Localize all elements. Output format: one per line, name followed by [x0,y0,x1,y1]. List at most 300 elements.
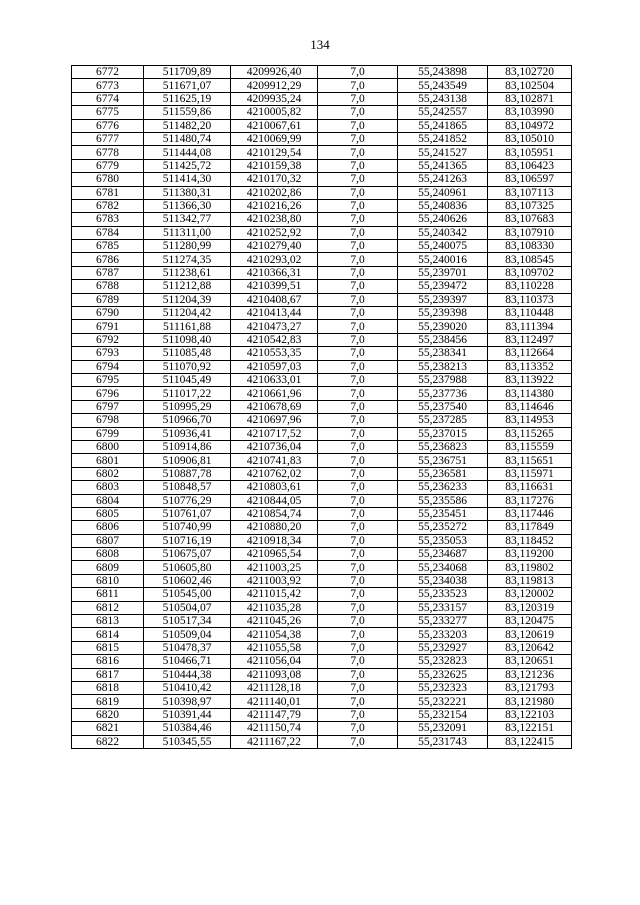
longitude-cell: 83,117446 [488,507,572,520]
table-row [72,280,572,293]
value-cell: 7,0 [318,92,398,105]
table-row [72,119,572,132]
longitude-cell: 83,115651 [488,454,572,467]
table-row [72,92,572,105]
value-cell: 7,0 [318,253,398,266]
latitude-cell: 55,239398 [398,307,488,320]
point-number-cell: 6822 [72,735,144,748]
latitude-cell: 55,239020 [398,320,488,333]
x-coordinate-cell: 510384,46 [144,722,231,735]
x-coordinate-cell: 510602,46 [144,574,231,587]
longitude-cell: 83,113922 [488,373,572,386]
latitude-cell: 55,232323 [398,681,488,694]
x-coordinate-cell: 510444,38 [144,668,231,681]
longitude-cell: 83,106423 [488,159,572,172]
point-number-cell: 6813 [72,615,144,628]
latitude-cell: 55,232823 [398,655,488,668]
table-row [72,387,572,400]
point-number-cell: 6799 [72,427,144,440]
x-coordinate-cell: 510478,37 [144,641,231,654]
latitude-cell: 55,232154 [398,708,488,721]
x-coordinate-cell: 511480,74 [144,132,231,145]
latitude-cell: 55,234038 [398,574,488,587]
y-coordinate-cell: 4210803,61 [231,481,318,494]
point-number-cell: 6808 [72,548,144,561]
latitude-cell: 55,239701 [398,266,488,279]
point-number-cell: 6803 [72,481,144,494]
y-coordinate-cell: 4211147,79 [231,708,318,721]
point-number-cell: 6785 [72,240,144,253]
table-row [72,400,572,413]
table-row [72,253,572,266]
table-row [72,735,572,748]
point-number-cell: 6789 [72,293,144,306]
x-coordinate-cell: 511161,88 [144,320,231,333]
table-row [72,722,572,735]
longitude-cell: 83,119802 [488,561,572,574]
x-coordinate-cell: 510410,42 [144,681,231,694]
longitude-cell: 83,119200 [488,548,572,561]
point-number-cell: 6791 [72,320,144,333]
longitude-cell: 83,107113 [488,186,572,199]
y-coordinate-cell: 4211055,58 [231,641,318,654]
x-coordinate-cell: 511559,86 [144,106,231,119]
x-coordinate-cell: 511425,72 [144,159,231,172]
x-coordinate-cell: 511366,30 [144,199,231,212]
table-row [72,615,572,628]
x-coordinate-cell: 510936,41 [144,427,231,440]
longitude-cell: 83,111394 [488,320,572,333]
y-coordinate-cell: 4210553,35 [231,347,318,360]
point-number-cell: 6802 [72,467,144,480]
y-coordinate-cell: 4210413,44 [231,307,318,320]
longitude-cell: 83,119813 [488,574,572,587]
table-row [72,628,572,641]
table-row [72,481,572,494]
value-cell: 7,0 [318,534,398,547]
longitude-cell: 83,115559 [488,440,572,453]
point-number-cell: 6798 [72,414,144,427]
x-coordinate-cell: 510776,29 [144,494,231,507]
longitude-cell: 83,104972 [488,119,572,132]
y-coordinate-cell: 4210741,83 [231,454,318,467]
point-number-cell: 6812 [72,601,144,614]
table-row [72,601,572,614]
point-number-cell: 6805 [72,507,144,520]
latitude-cell: 55,241365 [398,159,488,172]
table-row [72,159,572,172]
x-coordinate-cell: 511311,00 [144,226,231,239]
latitude-cell: 55,240342 [398,226,488,239]
latitude-cell: 55,243898 [398,66,488,79]
value-cell: 7,0 [318,320,398,333]
y-coordinate-cell: 4210661,96 [231,387,318,400]
point-number-cell: 6817 [72,668,144,681]
coordinates-table [71,65,572,749]
point-number-cell: 6787 [72,266,144,279]
latitude-cell: 55,232625 [398,668,488,681]
y-coordinate-cell: 4210697,96 [231,414,318,427]
x-coordinate-cell: 511017,22 [144,387,231,400]
latitude-cell: 55,243549 [398,79,488,92]
y-coordinate-cell: 4210736,04 [231,440,318,453]
longitude-cell: 83,106597 [488,173,572,186]
longitude-cell: 83,121793 [488,681,572,694]
latitude-cell: 55,235053 [398,534,488,547]
y-coordinate-cell: 4210880,20 [231,521,318,534]
latitude-cell: 55,240836 [398,199,488,212]
y-coordinate-cell: 4209912,29 [231,79,318,92]
table-row [72,293,572,306]
table-row [72,681,572,694]
value-cell: 7,0 [318,333,398,346]
y-coordinate-cell: 4211056,04 [231,655,318,668]
value-cell: 7,0 [318,588,398,601]
value-cell: 7,0 [318,695,398,708]
point-number-cell: 6810 [72,574,144,587]
table-row [72,668,572,681]
x-coordinate-cell: 511671,07 [144,79,231,92]
y-coordinate-cell: 4211045,26 [231,615,318,628]
latitude-cell: 55,240075 [398,240,488,253]
longitude-cell: 83,115971 [488,467,572,480]
point-number-cell: 6818 [72,681,144,694]
longitude-cell: 83,120002 [488,588,572,601]
longitude-cell: 83,120319 [488,601,572,614]
table-row [72,574,572,587]
value-cell: 7,0 [318,360,398,373]
y-coordinate-cell: 4210202,86 [231,186,318,199]
latitude-cell: 55,240626 [398,213,488,226]
x-coordinate-cell: 510848,57 [144,481,231,494]
y-coordinate-cell: 4211128,18 [231,681,318,694]
longitude-cell: 83,122103 [488,708,572,721]
latitude-cell: 55,243138 [398,92,488,105]
longitude-cell: 83,117849 [488,521,572,534]
point-number-cell: 6801 [72,454,144,467]
x-coordinate-cell: 511238,61 [144,266,231,279]
y-coordinate-cell: 4211003,92 [231,574,318,587]
value-cell: 7,0 [318,66,398,79]
point-number-cell: 6794 [72,360,144,373]
longitude-cell: 83,120642 [488,641,572,654]
point-number-cell: 6806 [72,521,144,534]
value-cell: 7,0 [318,347,398,360]
x-coordinate-cell: 510545,00 [144,588,231,601]
point-number-cell: 6807 [72,534,144,547]
point-number-cell: 6780 [72,173,144,186]
table-row [72,695,572,708]
point-number-cell: 6790 [72,307,144,320]
x-coordinate-cell: 511380,31 [144,186,231,199]
value-cell: 7,0 [318,681,398,694]
point-number-cell: 6779 [72,159,144,172]
value-cell: 7,0 [318,467,398,480]
longitude-cell: 83,109702 [488,266,572,279]
latitude-cell: 55,241852 [398,132,488,145]
y-coordinate-cell: 4210293,02 [231,253,318,266]
longitude-cell: 83,110373 [488,293,572,306]
table-row [72,534,572,547]
x-coordinate-cell: 511709,89 [144,66,231,79]
latitude-cell: 55,237988 [398,373,488,386]
coordinates-table-body [72,66,572,749]
y-coordinate-cell: 4211093,08 [231,668,318,681]
table-row [72,440,572,453]
y-coordinate-cell: 4210069,99 [231,132,318,145]
longitude-cell: 83,112497 [488,333,572,346]
longitude-cell: 83,107683 [488,213,572,226]
value-cell: 7,0 [318,293,398,306]
latitude-cell: 55,242557 [398,106,488,119]
y-coordinate-cell: 4210159,38 [231,159,318,172]
value-cell: 7,0 [318,548,398,561]
latitude-cell: 55,241865 [398,119,488,132]
table-row [72,521,572,534]
longitude-cell: 83,117276 [488,494,572,507]
point-number-cell: 6782 [72,199,144,212]
latitude-cell: 55,240016 [398,253,488,266]
latitude-cell: 55,239397 [398,293,488,306]
longitude-cell: 83,120651 [488,655,572,668]
point-number-cell: 6788 [72,280,144,293]
table-row [72,373,572,386]
value-cell: 7,0 [318,79,398,92]
y-coordinate-cell: 4210399,51 [231,280,318,293]
y-coordinate-cell: 4210067,61 [231,119,318,132]
point-number-cell: 6819 [72,695,144,708]
value-cell: 7,0 [318,132,398,145]
x-coordinate-cell: 511098,40 [144,333,231,346]
value-cell: 7,0 [318,213,398,226]
x-coordinate-cell: 511342,77 [144,213,231,226]
table-row [72,561,572,574]
x-coordinate-cell: 511280,99 [144,240,231,253]
longitude-cell: 83,110228 [488,280,572,293]
value-cell: 7,0 [318,387,398,400]
x-coordinate-cell: 511482,20 [144,119,231,132]
y-coordinate-cell: 4210279,40 [231,240,318,253]
longitude-cell: 83,122151 [488,722,572,735]
x-coordinate-cell: 510675,07 [144,548,231,561]
y-coordinate-cell: 4210633,01 [231,373,318,386]
x-coordinate-cell: 511625,19 [144,92,231,105]
latitude-cell: 55,232927 [398,641,488,654]
table-row [72,186,572,199]
value-cell: 7,0 [318,146,398,159]
value-cell: 7,0 [318,307,398,320]
table-row [72,213,572,226]
value-cell: 7,0 [318,119,398,132]
longitude-cell: 83,113352 [488,360,572,373]
y-coordinate-cell: 4211140,01 [231,695,318,708]
point-number-cell: 6816 [72,655,144,668]
value-cell: 7,0 [318,521,398,534]
longitude-cell: 83,121980 [488,695,572,708]
value-cell: 7,0 [318,199,398,212]
point-number-cell: 6800 [72,440,144,453]
x-coordinate-cell: 510466,71 [144,655,231,668]
y-coordinate-cell: 4210965,54 [231,548,318,561]
y-coordinate-cell: 4210542,83 [231,333,318,346]
point-number-cell: 6776 [72,119,144,132]
value-cell: 7,0 [318,173,398,186]
latitude-cell: 55,241527 [398,146,488,159]
latitude-cell: 55,238456 [398,333,488,346]
point-number-cell: 6783 [72,213,144,226]
value-cell: 7,0 [318,735,398,748]
value-cell: 7,0 [318,159,398,172]
latitude-cell: 55,241263 [398,173,488,186]
y-coordinate-cell: 4210844,05 [231,494,318,507]
value-cell: 7,0 [318,427,398,440]
value-cell: 7,0 [318,186,398,199]
value-cell: 7,0 [318,481,398,494]
y-coordinate-cell: 4211167,22 [231,735,318,748]
latitude-cell: 55,234687 [398,548,488,561]
x-coordinate-cell: 511085,48 [144,347,231,360]
value-cell: 7,0 [318,414,398,427]
value-cell: 7,0 [318,240,398,253]
x-coordinate-cell: 510504,07 [144,601,231,614]
longitude-cell: 83,103990 [488,106,572,119]
latitude-cell: 55,238341 [398,347,488,360]
value-cell: 7,0 [318,601,398,614]
x-coordinate-cell: 510914,86 [144,440,231,453]
table-row [72,307,572,320]
x-coordinate-cell: 510761,07 [144,507,231,520]
value-cell: 7,0 [318,574,398,587]
longitude-cell: 83,110448 [488,307,572,320]
longitude-cell: 83,121236 [488,668,572,681]
y-coordinate-cell: 4210918,34 [231,534,318,547]
latitude-cell: 55,232221 [398,695,488,708]
longitude-cell: 83,114646 [488,400,572,413]
longitude-cell: 83,114380 [488,387,572,400]
value-cell: 7,0 [318,722,398,735]
longitude-cell: 83,115265 [488,427,572,440]
y-coordinate-cell: 4210129,54 [231,146,318,159]
latitude-cell: 55,238213 [398,360,488,373]
point-number-cell: 6793 [72,347,144,360]
latitude-cell: 55,240961 [398,186,488,199]
table-row [72,414,572,427]
point-number-cell: 6804 [72,494,144,507]
point-number-cell: 6786 [72,253,144,266]
y-coordinate-cell: 4210252,92 [231,226,318,239]
table-row [72,266,572,279]
longitude-cell: 83,120619 [488,628,572,641]
value-cell: 7,0 [318,668,398,681]
latitude-cell: 55,233203 [398,628,488,641]
latitude-cell: 55,236581 [398,467,488,480]
longitude-cell: 83,118452 [488,534,572,547]
point-number-cell: 6814 [72,628,144,641]
latitude-cell: 55,235272 [398,521,488,534]
latitude-cell: 55,235586 [398,494,488,507]
value-cell: 7,0 [318,561,398,574]
x-coordinate-cell: 511274,35 [144,253,231,266]
y-coordinate-cell: 4210005,82 [231,106,318,119]
point-number-cell: 6795 [72,373,144,386]
latitude-cell: 55,235451 [398,507,488,520]
point-number-cell: 6778 [72,146,144,159]
x-coordinate-cell: 510966,70 [144,414,231,427]
latitude-cell: 55,236233 [398,481,488,494]
y-coordinate-cell: 4210854,74 [231,507,318,520]
table-row [72,427,572,440]
x-coordinate-cell: 510740,99 [144,521,231,534]
point-number-cell: 6773 [72,79,144,92]
table-row [72,173,572,186]
value-cell: 7,0 [318,440,398,453]
point-number-cell: 6772 [72,66,144,79]
x-coordinate-cell: 511204,39 [144,293,231,306]
x-coordinate-cell: 510345,55 [144,735,231,748]
table-row [72,655,572,668]
x-coordinate-cell: 510887,78 [144,467,231,480]
table-row [72,66,572,79]
value-cell: 7,0 [318,373,398,386]
latitude-cell: 55,233277 [398,615,488,628]
point-number-cell: 6821 [72,722,144,735]
longitude-cell: 83,112664 [488,347,572,360]
table-row [72,132,572,145]
latitude-cell: 55,237015 [398,427,488,440]
latitude-cell: 55,233157 [398,601,488,614]
point-number-cell: 6811 [72,588,144,601]
x-coordinate-cell: 510509,04 [144,628,231,641]
value-cell: 7,0 [318,226,398,239]
latitude-cell: 55,237285 [398,414,488,427]
longitude-cell: 83,102871 [488,92,572,105]
latitude-cell: 55,234068 [398,561,488,574]
table-row [72,347,572,360]
point-number-cell: 6792 [72,333,144,346]
y-coordinate-cell: 4211035,28 [231,601,318,614]
table-row [72,494,572,507]
longitude-cell: 83,105010 [488,132,572,145]
value-cell: 7,0 [318,494,398,507]
value-cell: 7,0 [318,400,398,413]
x-coordinate-cell: 511204,42 [144,307,231,320]
latitude-cell: 55,239472 [398,280,488,293]
longitude-cell: 83,105951 [488,146,572,159]
y-coordinate-cell: 4210238,80 [231,213,318,226]
longitude-cell: 83,122415 [488,735,572,748]
table-row [72,507,572,520]
y-coordinate-cell: 4210366,31 [231,266,318,279]
x-coordinate-cell: 510995,29 [144,400,231,413]
x-coordinate-cell: 510716,19 [144,534,231,547]
point-number-cell: 6820 [72,708,144,721]
table-row [72,226,572,239]
table-row [72,79,572,92]
table-row [72,454,572,467]
y-coordinate-cell: 4211150,74 [231,722,318,735]
point-number-cell: 6797 [72,400,144,413]
value-cell: 7,0 [318,507,398,520]
point-number-cell: 6777 [72,132,144,145]
x-coordinate-cell: 511070,92 [144,360,231,373]
x-coordinate-cell: 510398,97 [144,695,231,708]
longitude-cell: 83,114953 [488,414,572,427]
y-coordinate-cell: 4210408,67 [231,293,318,306]
latitude-cell: 55,237736 [398,387,488,400]
point-number-cell: 6775 [72,106,144,119]
latitude-cell: 55,232091 [398,722,488,735]
table-row [72,199,572,212]
